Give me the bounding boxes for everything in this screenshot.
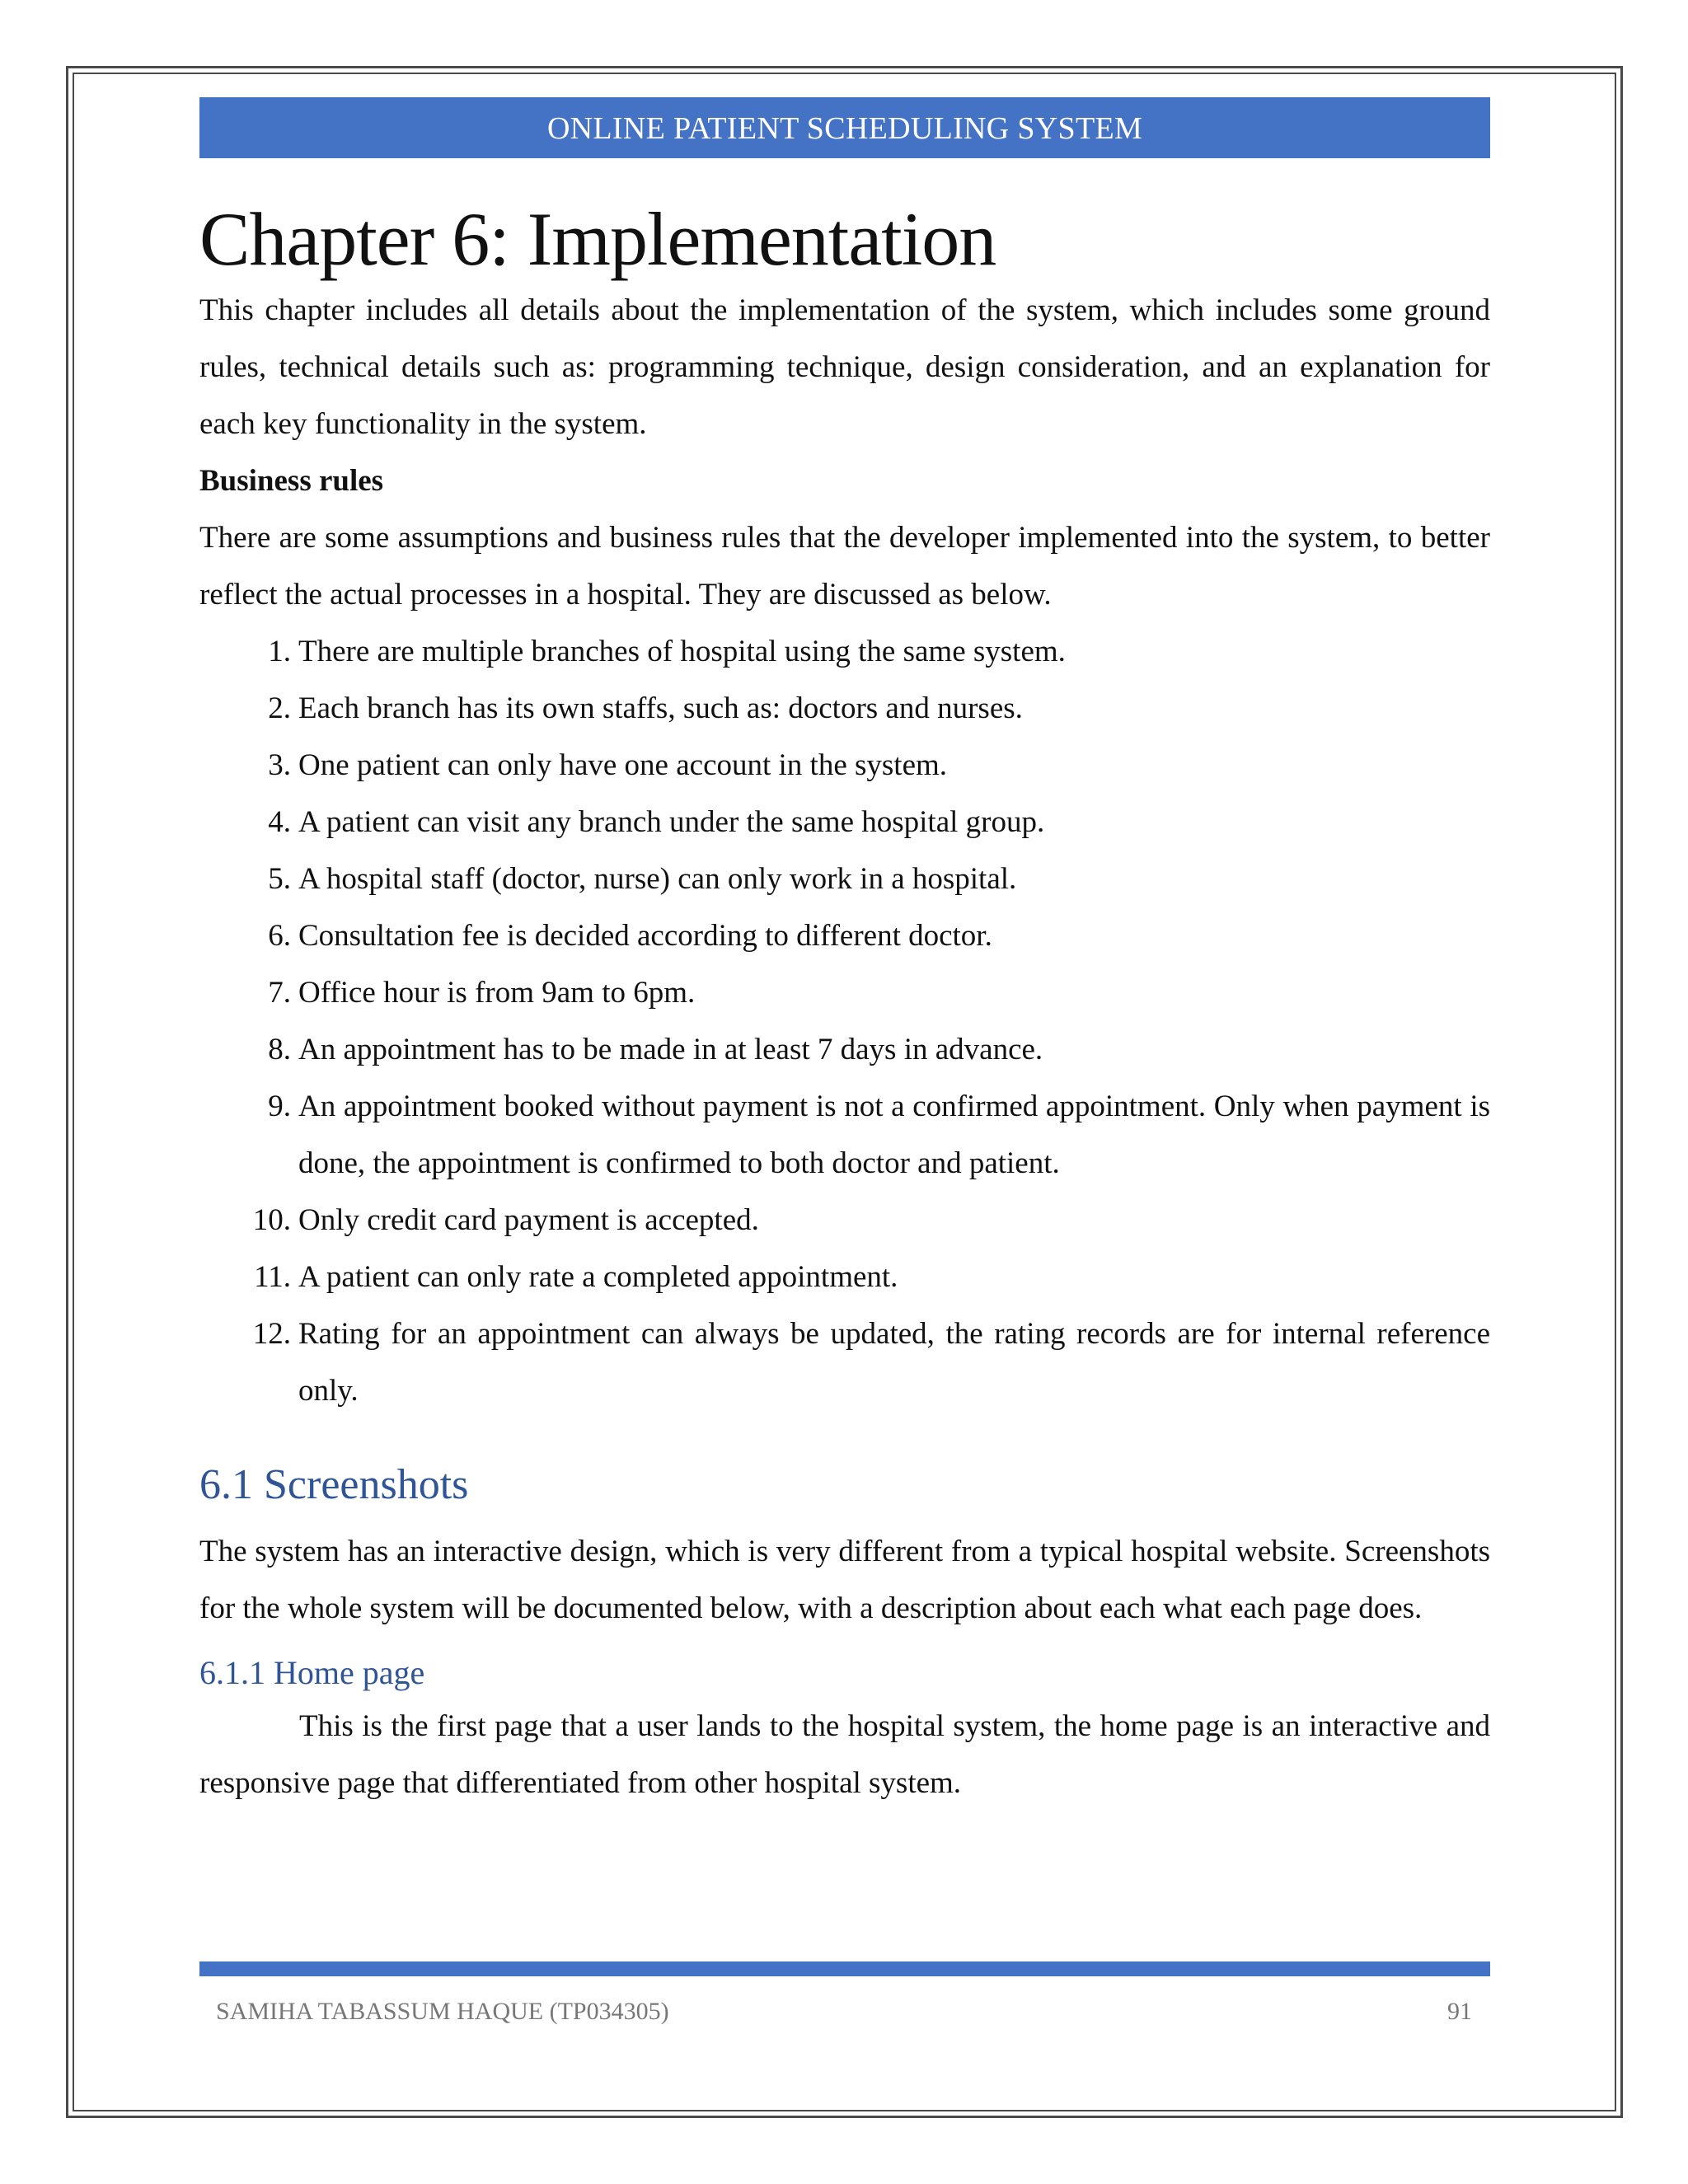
list-item-number: 7. (268, 976, 291, 1010)
list-item (199, 851, 1490, 907)
business-rules-heading: Business rules (199, 464, 384, 498)
list-item (199, 1021, 1490, 1078)
list-item-number: 5. (268, 862, 291, 896)
list-item-number: 11. (254, 1260, 291, 1294)
list-item-text: An appointment booked without payment is not a confirmed appointment. Only when payment is done, the appointment is confirmed to both doctor and patient. (298, 1090, 1490, 1180)
list-item-text: A hospital staff (doctor, nurse) can only work in a hospital. (298, 862, 1017, 896)
list-item (199, 1078, 1490, 1192)
page-content (199, 97, 1490, 1811)
list-item-text: A patient can only rate a completed appointment. (298, 1260, 898, 1294)
page-number: 91 (1447, 1998, 1472, 2025)
list-item-text: Consultation fee is decided according to different doctor. (298, 919, 992, 953)
list-item-number: 4. (268, 805, 291, 839)
list-item-text: Each branch has its own staffs, such as: doctors and nurses. (298, 691, 1023, 725)
list-item (199, 623, 1490, 680)
chapter-title: Chapter 6: Implementation (199, 197, 996, 281)
list-item (199, 1249, 1490, 1305)
list-item-number: 12. (252, 1317, 291, 1351)
list-item-number: 9. (268, 1090, 291, 1123)
footer-rule (199, 1961, 1490, 1976)
footer-author: SAMIHA TABASSUM HAQUE (TP034305) (216, 1998, 669, 2025)
chapter-intro: This chapter includes all details about the implementation of the system, which includes some ground rules, technical details such as: programming technique, design consideration, and an explanation for each key functionality in the system. (199, 293, 1490, 441)
list-item (199, 794, 1490, 851)
section-heading-screenshots: 6.1 Screenshots (199, 1461, 469, 1508)
list-item (199, 964, 1490, 1021)
business-rules-intro: There are some assumptions and business rules that the developer implemented into the system, to better reflect the actual processes in a hospital. They are discussed as below. (199, 521, 1490, 612)
list-item-text: An appointment has to be made in at least 7 days in advance. (298, 1033, 1043, 1066)
list-item (199, 907, 1490, 964)
list-item-text: There are multiple branches of hospital using the same system. (298, 635, 1066, 668)
list-item-number: 1. (268, 635, 291, 668)
list-item-text: Only credit card payment is accepted. (298, 1203, 759, 1237)
subsection-home-page-text: This is the first page that a user lands to the hospital system, the home page is an interactive and responsive page that differentiated from other hospital system. (199, 1709, 1490, 1800)
list-item (199, 680, 1490, 737)
list-item-text: Rating for an appointment can always be updated, the rating records are for internal reference only. (298, 1317, 1490, 1408)
list-item-number: 3. (268, 748, 291, 782)
list-item-text: A patient can visit any branch under the same hospital group. (298, 805, 1045, 839)
running-header: ONLINE PATIENT SCHEDULING SYSTEM (199, 97, 1490, 158)
business-rules-list (199, 623, 1490, 1419)
list-item (199, 737, 1490, 794)
section-screenshots-text: The system has an interactive design, which is very different from a typical hospital website. Screenshots for the whole system will be documented below, with a description about each what each page does. (199, 1535, 1490, 1625)
list-item-number: 2. (268, 691, 291, 725)
list-item (199, 1305, 1490, 1419)
subsection-heading-home-page: 6.1.1 Home page (199, 1654, 425, 1691)
list-item-number: 6. (268, 919, 291, 953)
list-item-text: One patient can only have one account in the system. (298, 748, 948, 782)
list-item-number: 10. (252, 1203, 291, 1237)
list-item-number: 8. (268, 1033, 291, 1066)
list-item-text: Office hour is from 9am to 6pm. (298, 976, 696, 1010)
list-item (199, 1192, 1490, 1249)
